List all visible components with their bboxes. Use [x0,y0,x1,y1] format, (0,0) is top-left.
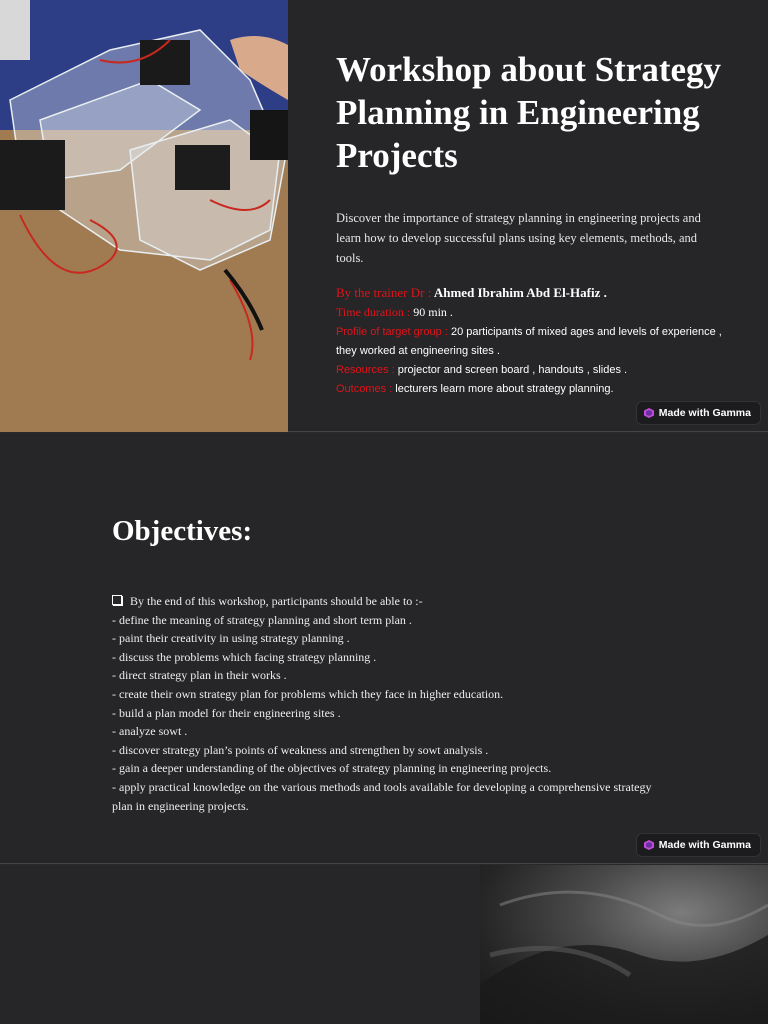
target-value: 20 participants of mixed ages and levels of experience , they worked at engineering sites . [336,326,722,357]
workshop-description: Discover the importance of strategy planning in engineering projects and learn how to develop successful plans using key elements, methods, and tools. [336,211,701,265]
gamma-badge-label: Made with Gamma [658,839,751,851]
objective-item: - gain a deeper understanding of the objectives of strategy planning in engineering projects. [112,761,552,776]
trainer-label: By the trainer Dr : [336,285,432,300]
outcomes-line [336,380,736,399]
outcomes-value: lecturers learn more about strategy planning. [392,383,614,395]
duration-value: 90 min . [410,305,453,319]
objectives-intro: By the end of this workshop, participants should be able to :- [112,592,672,611]
workshop-title: Workshop about Strategy Planning in Engineering Projects [336,50,722,175]
objective-item: - create their own strategy plan for problems which they face in higher education. [112,686,504,701]
trainer-line [336,283,736,303]
gamma-icon [644,840,654,850]
resources-value: projector and screen board , handouts , slides . [394,364,628,376]
objectives-title: Objectives: [112,515,253,547]
objective-item: - analyze sowt . [112,724,188,739]
gamma-badge-label: Made with Gamma [658,407,751,419]
duration-label: Time duration : [336,305,411,319]
target-label: Profile of target group : [336,326,448,338]
dark-texture-photo [480,865,768,1024]
objective-item: - build a plan model for their engineering sites . [112,705,341,720]
made-with-gamma-badge[interactable] [637,402,760,424]
objective-item: - direct strategy plan in their works . [112,668,287,683]
slide-partial [0,865,768,1024]
trainer-name: Ahmed Ibrahim Abd El-Hafiz . [431,285,607,300]
objective-item: - apply practical knowledge on the various methods and tools available for developing a comprehensive strategy plan in engineering projects. [112,779,652,813]
resources-line [336,361,736,380]
objectives-list [112,592,672,815]
robot-photo [0,0,288,432]
objective-item: - discover strategy plan’s points of weakness and strengthen by sowt analysis . [112,742,489,757]
objective-item: - discuss the problems which facing strategy planning . [112,649,377,664]
objective-item: - paint their creativity in using strategy planning . [112,631,350,646]
slide-workshop-title [0,0,768,432]
made-with-gamma-badge[interactable] [637,834,760,856]
resources-label: Resources : [336,364,395,376]
gamma-icon [644,408,654,418]
slide-objectives [0,433,768,864]
duration-line [336,303,736,323]
outcomes-label: Outcomes : [336,383,393,395]
checkbox-icon [112,595,122,605]
target-line [336,323,736,361]
objective-item: - define the meaning of strategy planning and short term plan . [112,612,412,627]
workshop-info [336,283,736,399]
